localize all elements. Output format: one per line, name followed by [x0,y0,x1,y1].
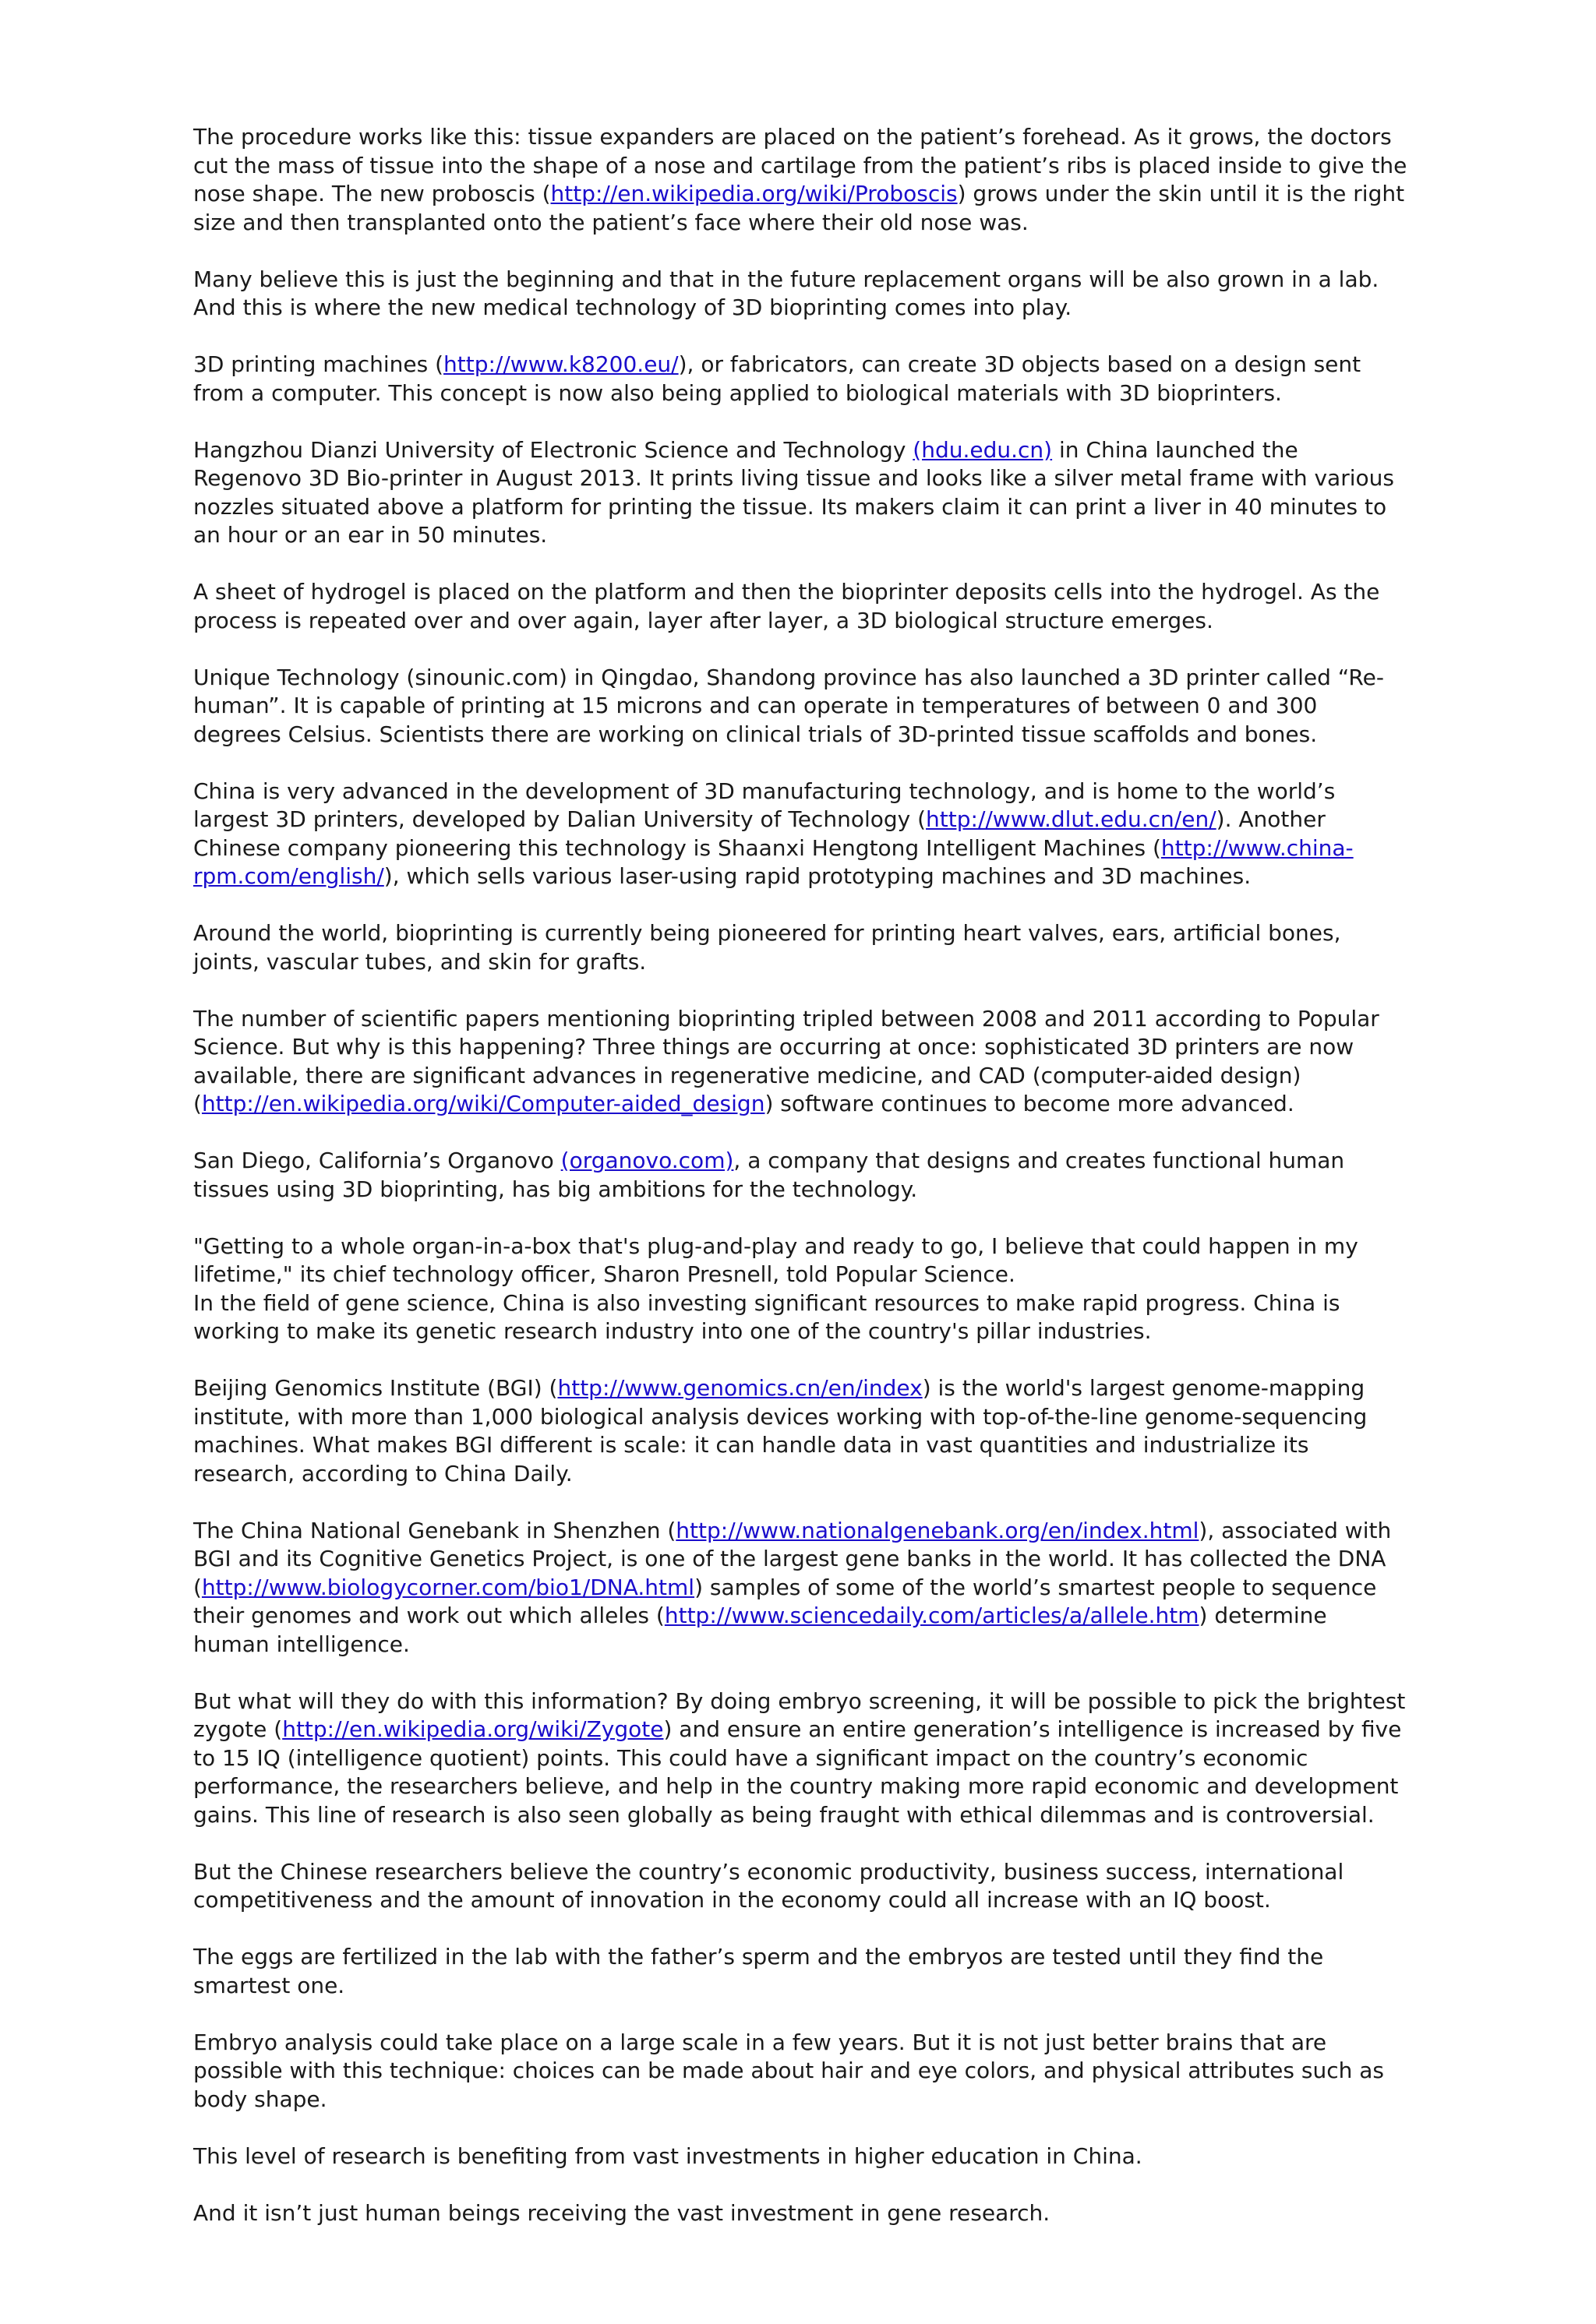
paragraph-text: "Getting to a whole organ-in-a-box that's plug-and-play and ready to go, I believe that could happen in my lifetime," its chief technology officer, Sharon Presnell, told Popular Science. [193,1233,1358,1287]
paragraph-text: 3D printing machines ( [193,351,444,377]
paragraph-text: ). Another Chinese company pioneering this technology is Shaanxi Hengtong Intelligent Machines ( [193,806,1326,861]
paragraph [193,1289,1409,1346]
paragraph [193,1147,1409,1204]
paragraph-text: The China National Genebank in Shenzhen ( [193,1517,676,1543]
hyperlink[interactable]: http://www.sciencedaily.com/articles/a/allele.htm [664,1603,1199,1628]
paragraph [193,2029,1409,2114]
paragraph [193,578,1409,635]
paragraph-text: , a company that designs and creates functional human tissues using 3D bioprinting, has big ambitions for the technology. [193,1148,1345,1202]
hyperlink[interactable]: http://www.dlut.edu.cn/en/ [926,806,1216,832]
paragraph-text: ) samples of some of the world’s smartest people to sequence their genomes and work out which alleles ( [193,1574,1377,1628]
paragraph-text: This level of research is benefiting from vast investments in higher education in China. [193,2142,1142,2169]
paragraph-text: In the field of gene science, China is also investing significant resources to make rapid progress. China is working to make its genetic research industry into one of the country's pillar industries. [193,1289,1340,1344]
paragraph-text: ) determine human intelligence. [193,1603,1327,1657]
paragraph-text: Embryo analysis could take place on a large scale in a few years. But it is not just better brains that are possible with this technique: choices can be made about hair and eye colors, and physical attributes such as body shape. [193,2029,1385,2112]
paragraph-text: in China launched the Regenovo 3D Bio-printer in August 2013. It prints living tissue and looks like a silver metal frame with various nozzles situated above a platform for printing the tissue. Its makers claim it can print a liver in 40 minutes to an hour or an ear in 50 minutes. [193,436,1394,548]
paragraph [193,436,1409,550]
paragraph-text: A sheet of hydrogel is placed on the platform and then the bioprinter deposits cells into the hydrogel. As the process is repeated over and over again, layer after layer, a 3D biological structure emerges. [193,579,1380,633]
paragraph-text: The eggs are fertilized in the lab with the father’s sperm and the embryos are tested until they find the smartest one. [193,1944,1324,1998]
paragraph-text: Unique Technology (sinounic.com) in Qingdao, Shandong province has also launched a 3D printer called “Re-human”. It is capable of printing at 15 microns and can operate in temperatures of between 0 and 300 degrees Celsius. Scientists there are working on clinical trials of 3D-printed tissue scaffolds and bones. [193,664,1384,747]
paragraph-text: San Diego, California’s Organovo [193,1148,561,1173]
paragraph [193,778,1409,891]
hyperlink[interactable]: http://www.genomics.cn/en/index [557,1375,923,1401]
paragraph [193,123,1409,237]
paragraph-text: ) software continues to become more advanced. [764,1091,1294,1116]
paragraph-text: But the Chinese researchers believe the country’s economic productivity, business success, international competitiveness and the amount of innovation in the economy could all increase with an IQ boost. [193,1858,1344,1913]
paragraph-text: Beijing Genomics Institute (BGI) ( [193,1375,558,1401]
paragraph [193,1374,1409,1488]
paragraph-text: ), associated with BGI and its Cognitive Genetics Project, is one of the largest gene banks in the world. It has collected the DNA ( [193,1517,1392,1600]
hyperlink[interactable]: http://en.wikipedia.org/wiki/Computer-aided_design [201,1091,765,1116]
paragraph [193,664,1409,749]
hyperlink[interactable]: http://en.wikipedia.org/wiki/Proboscis [550,181,958,206]
paragraph-text: ) and ensure an entire generation’s intelligence is increased by five to 15 IQ (intelligence quotient) points. This could have a significant impact on the country’s economic performance, the researchers believe, and help in the country making more rapid economic and development gains. This line of research is also seen globally as being fraught with ethical dilemmas and is controversial. [193,1716,1402,1828]
hyperlink[interactable]: http://www.nationalgenebank.org/en/index.html [676,1517,1199,1543]
paragraph-text: Many believe this is just the beginning and that in the future replacement organs will be also grown in a lab. And this is where the new medical technology of 3D bioprinting comes into play. [193,266,1379,320]
paragraph-text: ) is the world's largest genome-mapping institute, with more than 1,000 biological analysis devices working with top-of-the-line genome-sequencing machines. What makes BGI different is scale: it can handle data in vast quantities and industrialize its research, according to China Daily. [193,1375,1368,1486]
paragraph [193,1943,1409,2000]
hyperlink[interactable]: http://www.biologycorner.com/bio1/DNA.html [201,1574,695,1600]
paragraph [193,2142,1409,2171]
paragraph-text: The number of scientific papers mentioning bioprinting tripled between 2008 and 2011 according to Popular Science. But why is this happening? Three things are occurring at once: sophisticated 3D printers are now available, there are significant advances in regenerative medicine, and CAD (computer-aided design) ( [193,1005,1379,1116]
paragraph [193,1233,1409,1289]
paragraph-text: The procedure works like this: tissue expanders are placed on the patient’s forehead. As it grows, the doctors cut the mass of tissue into the shape of a nose and cartilage from the patient’s ribs is placed inside to give the nose shape. The new proboscis ( [193,124,1407,206]
paragraph [193,2199,1409,2228]
document-page [193,123,1409,2256]
paragraph-text: Around the world, bioprinting is currently being pioneered for printing heart valves, ears, artificial bones, joints, vascular tubes, and skin for grafts. [193,920,1341,975]
paragraph [193,1687,1409,1830]
paragraph-text: ), or fabricators, can create 3D objects based on a design sent from a computer. This concept is now also being applied to biological materials with 3D bioprinters. [193,351,1361,406]
paragraph [193,266,1409,323]
hyperlink[interactable]: http://www.china-rpm.com/english/ [193,834,1354,889]
paragraph [193,1005,1409,1119]
paragraph-text: And it isn’t just human beings receiving the vast investment in gene research. [193,2199,1050,2226]
paragraph-text: But what will they do with this information? By doing embryo screening, it will be possible to pick the brightest zygote ( [193,1687,1406,1742]
paragraph [193,351,1409,407]
paragraph-text: Hangzhou Dianzi University of Electronic Science and Technology [193,436,913,463]
hyperlink[interactable]: http://www.k8200.eu/ [443,351,679,377]
paragraph [193,919,1409,976]
hyperlink[interactable]: (organovo.com) [560,1148,734,1173]
paragraph [193,1517,1409,1659]
paragraph [193,1858,1409,1915]
paragraph-text: ) grows under the skin until it is the right size and then transplanted onto the patient’s face where their old nose was. [193,181,1405,235]
hyperlink[interactable]: http://en.wikipedia.org/wiki/Zygote [282,1716,664,1742]
hyperlink[interactable]: (hdu.edu.cn) [913,436,1053,463]
paragraph-text: China is very advanced in the development of 3D manufacturing technology, and is home to the world’s largest 3D printers, developed by Dalian University of Technology ( [193,778,1336,832]
paragraph-text: ), which sells various laser-using rapid prototyping machines and 3D machines. [383,863,1252,889]
